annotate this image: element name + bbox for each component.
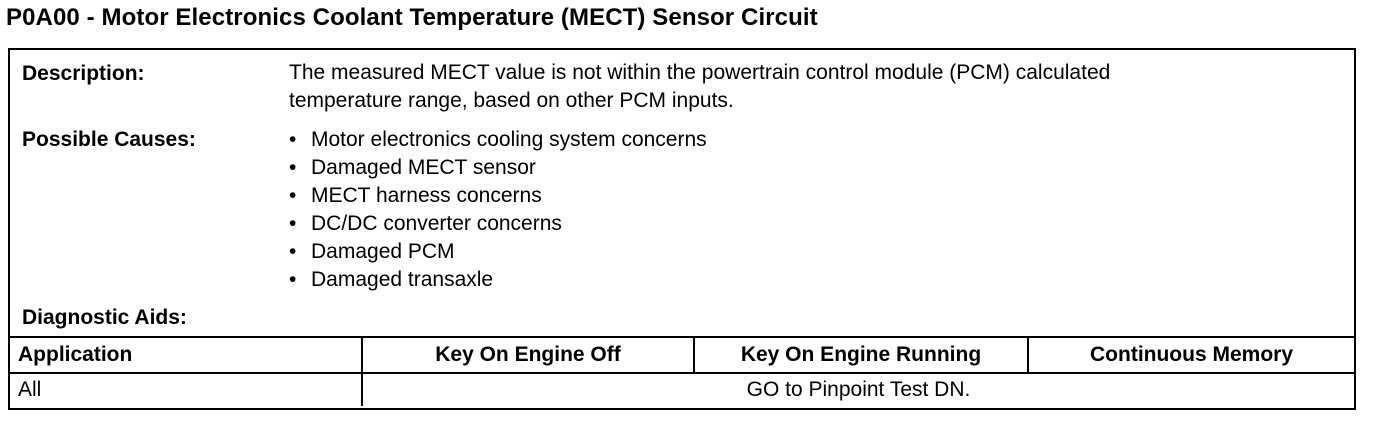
list-item: • MECT harness concerns xyxy=(289,182,707,210)
description-label: Description: xyxy=(22,62,145,85)
table-row xyxy=(10,373,1354,406)
list-item: • Motor electronics cooling system concerns xyxy=(289,126,707,154)
list-item: • DC/DC converter concerns xyxy=(289,210,707,238)
header-continuous-memory: Continuous Memory xyxy=(1028,337,1354,373)
table-header-row xyxy=(10,337,1354,373)
bullet-icon: • xyxy=(289,184,297,207)
diagnostic-table xyxy=(10,336,1354,406)
bullet-icon: • xyxy=(289,212,297,235)
bullet-icon: • xyxy=(289,268,297,291)
bullet-icon: • xyxy=(289,156,297,179)
description-line-1: The measured MECT value is not within the powertrain control module (PCM) calculated xyxy=(289,61,1111,84)
list-item: • Damaged transaxle xyxy=(289,266,707,294)
possible-causes-list xyxy=(289,126,707,294)
bullet-icon: • xyxy=(289,128,297,151)
possible-causes-label: Possible Causes: xyxy=(22,128,196,151)
header-key-on-engine-running: Key On Engine Running xyxy=(694,337,1028,373)
cell-action: GO to Pinpoint Test DN. xyxy=(362,373,1354,406)
page-title: P0A00 - Motor Electronics Coolant Temperature (MECT) Sensor Circuit xyxy=(6,4,818,31)
description-line-2: temperature range, based on other PCM inputs. xyxy=(289,89,734,112)
list-item: • Damaged PCM xyxy=(289,238,707,266)
bullet-icon: • xyxy=(289,240,297,263)
header-application: Application xyxy=(10,337,362,373)
cell-application: All xyxy=(10,373,362,406)
diagnostic-aids-label: Diagnostic Aids: xyxy=(22,306,187,329)
header-key-on-engine-off: Key On Engine Off xyxy=(362,337,694,373)
list-item: • Damaged MECT sensor xyxy=(289,154,707,182)
dtc-info-box xyxy=(8,48,1356,410)
